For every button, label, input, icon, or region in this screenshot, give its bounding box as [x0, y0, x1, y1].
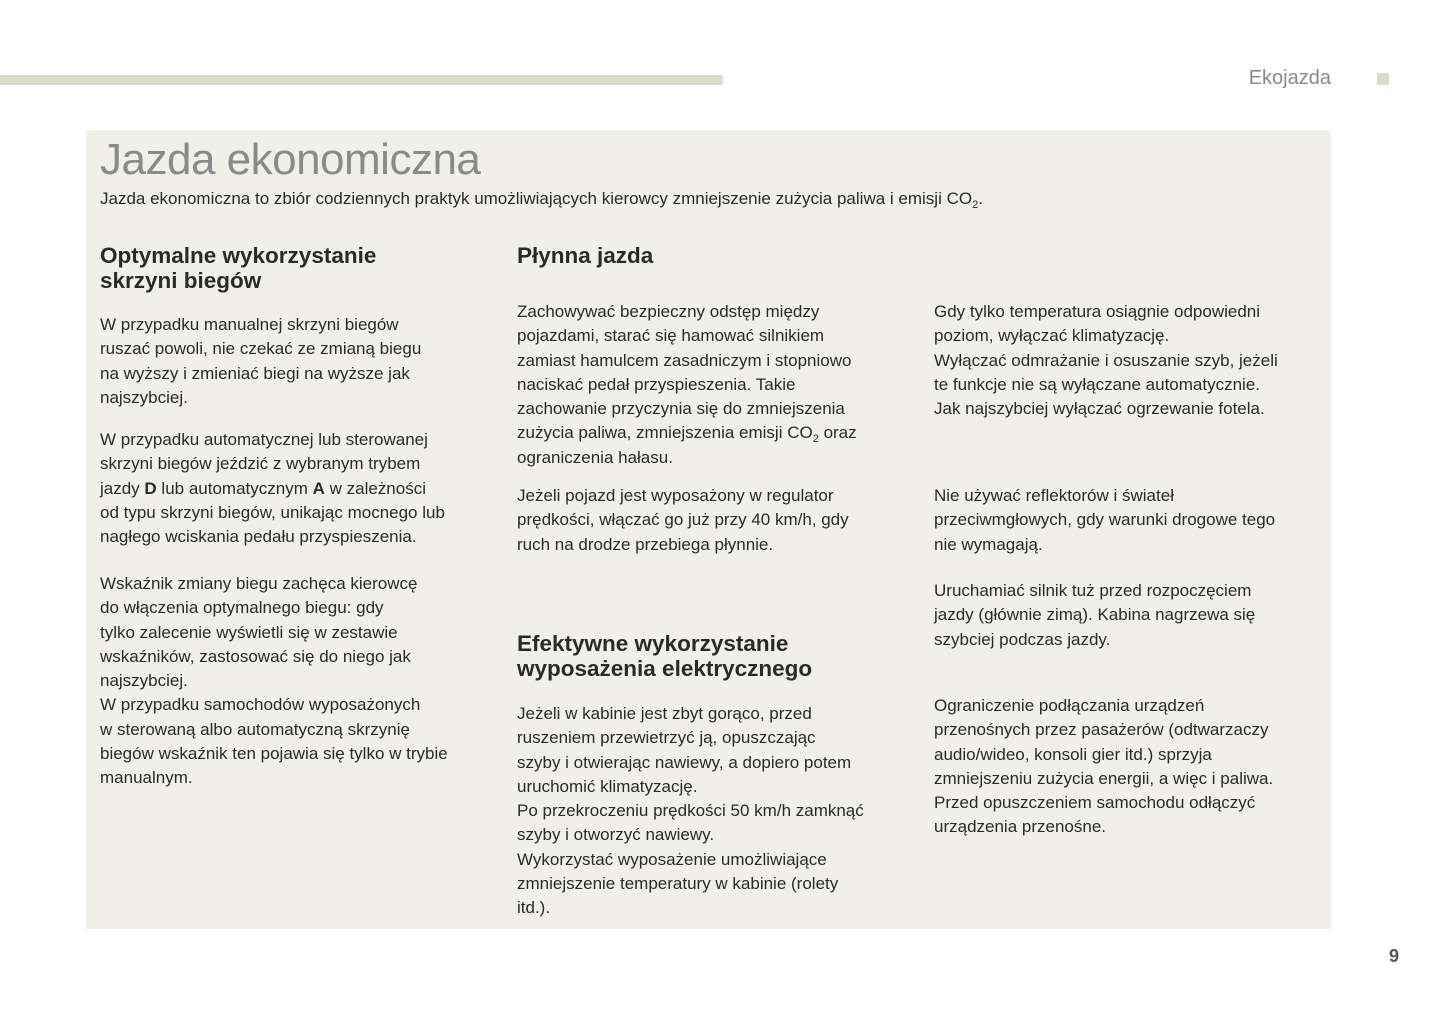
intro-main: Jazda ekonomiczna to zbiór codziennych praktyk umożliwiających kierowcy zmniejszenie zużycia paliwa i emisji CO: [100, 189, 973, 208]
mode-d: D: [144, 478, 157, 498]
section-marker-square: [1377, 73, 1389, 85]
section-title: Ekojazda: [1248, 67, 1331, 89]
paragraph-cruise-control: Jeżeli pojazd jest wyposażony w regulator prędkości, włączać go już przy 40 km/h, gdy ruch na drodze przebiega płynnie.: [517, 486, 849, 554]
intro-end: .: [978, 189, 983, 208]
page-title: Jazda ekonomiczna: [100, 135, 481, 184]
co2-subscript: 2: [812, 433, 819, 446]
intro-text: [100, 187, 983, 217]
text-span: Zachowywać bezpieczny odstęp między pojazdami, starać się hamować silnikiem zamiast hamulcem zasadniczym i stopniowo naciskać pedał przyspieszenia. Takie zachowanie przyczynia się do zmniejszenia zużycia paliwa, zmniejszenia emisji CO: [517, 302, 852, 443]
heading-smooth-driving: Płynna jazda: [517, 243, 654, 268]
heading-electrical-equipment: Efektywne wykorzystanie wyposażenia elektrycznego: [517, 631, 813, 681]
paragraph-fog-lights: Nie używać reflektorów i świateł przeciwmgłowych, gdy warunki drogowe tego nie wymagają.: [934, 486, 1276, 554]
paragraph-air-conditioning: Gdy tylko temperatura osiągnie odpowiedni poziom, wyłączać klimatyzację. Wyłączać odmrażanie i osuszanie szyb, jeżeli te funkcje nie są wyłączane automatycznie. Jak najszybciej wyłączać ogrzewanie fotela.: [934, 302, 1278, 419]
paragraph-safe-distance: [517, 300, 857, 470]
text-span: w zależności od typu skrzyni biegów, unikając mocnego lub nagłego wciskania pedału przyspieszenia.: [100, 478, 445, 547]
intro-subscript: 2: [972, 199, 979, 211]
text-span: W przypadku automatycznej lub sterowanej skrzyni biegów jeździć z wybranym trybem jazdy: [100, 430, 428, 498]
paragraph-automatic-gearbox: [100, 428, 445, 549]
text-span: oraz ograniczenia hałasu.: [517, 423, 857, 467]
page-number: 9: [1388, 946, 1399, 966]
paragraph-cabin-ventilation: Jeżeli w kabinie jest zbyt gorąco, przed ruszeniem przewietrzyć ją, opuszczając szyby i otwierając nawiewy, a dopiero potem uruchomić klimatyzację. Po przekroczeniu prędkości 50 km/h zamknąć szyby i otworzyć nawiewy. Wykorzystać wyposażenie umożliwiające zmniejszenie temperatury w kabinie (rolety itd.).: [517, 704, 864, 918]
paragraph-portable-devices: Ograniczenie podłączania urządzeń przenośnych przez pasażerów (odtwarzaczy audio/wideo, konsoli gier itd.) sprzyja zmniejszeniu zużycia energii, a więc i paliwa. Przed opuszczeniem samochodu odłączyć urządzenia przenośne.: [934, 696, 1274, 837]
paragraph-manual-gearbox: W przypadku manualnej skrzyni biegów ruszać powoli, nie czekać ze zmianą biegu na wyższy i zmieniać biegi na wyższe jak najszybciej.: [100, 315, 422, 407]
paragraph-gear-indicator: Wskaźnik zmiany biegu zachęca kierowcę do włączenia optymalnego biegu: gdy tylko zalecenie wyświetli się w zestawie wskaźników, zastosować się do niego jak najszybciej. W przypadku samochodów wyposażonych w sterowaną albo automatyczną skrzynię biegów wskaźnik ten pojawia się tylko w trybie manualnym.: [100, 574, 448, 788]
mode-a: A: [312, 478, 325, 498]
text-span: lub automatycznym: [156, 478, 313, 498]
heading-gearbox: Optymalne wykorzystanie skrzyni biegów: [100, 243, 377, 293]
paragraph-engine-start: Uruchamiać silnik tuż przed rozpoczęciem jazdy (głównie zimą). Kabina nagrzewa się szybciej podczas jazdy.: [934, 581, 1256, 649]
header-decorative-bar: [0, 75, 723, 85]
